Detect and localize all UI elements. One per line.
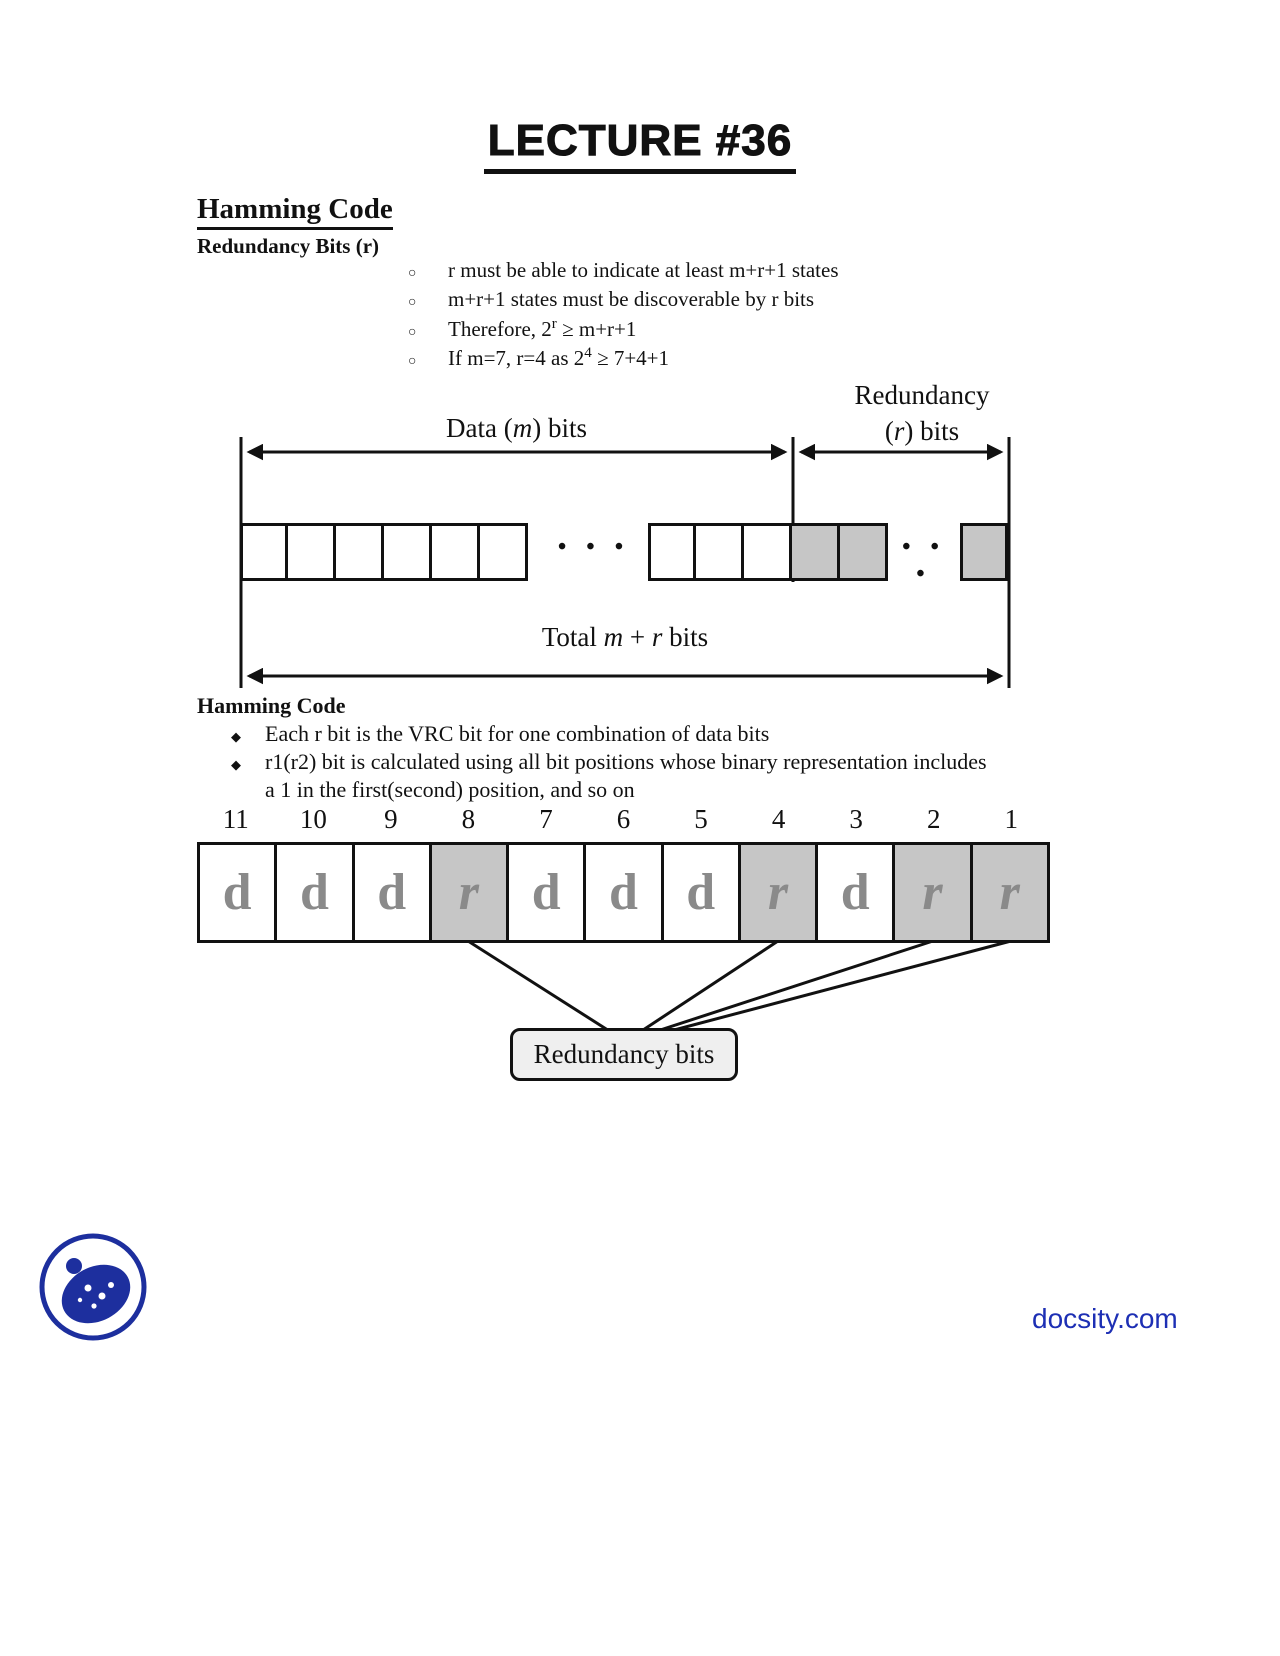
bit-cell-data	[664, 845, 741, 940]
list-item	[408, 345, 839, 374]
bit-box	[288, 523, 336, 581]
circle-bullet-icon: ○	[408, 295, 417, 310]
circle-bullet-icon: ○	[408, 325, 417, 340]
redundancy-bits-callout: Redundancy bits	[510, 1028, 738, 1081]
label-var-r: r	[651, 622, 663, 652]
label-mid: +	[623, 622, 652, 652]
bit-position: 7	[539, 804, 553, 834]
ellipsis: • • •	[557, 534, 631, 560]
redundancy-bits-label	[828, 377, 1016, 449]
bit-position: 11	[222, 804, 249, 834]
bit-box	[384, 523, 432, 581]
bit-position: 9	[384, 804, 398, 834]
bit-cell-data	[277, 845, 354, 940]
bit-cell-redundancy	[973, 845, 1047, 940]
redundancy-bit-box	[840, 523, 888, 581]
bit-letter: d	[299, 863, 329, 921]
bit-position-numbers	[197, 804, 1050, 835]
bit-letter: d	[609, 863, 638, 921]
bullet-text: r must be able to indicate at least m+r+1 states	[448, 258, 839, 282]
circle-bullet-icon: ○	[408, 354, 417, 369]
bit-position: 5	[694, 804, 708, 834]
bullet-superscript: 4	[584, 345, 592, 361]
list-item	[231, 721, 987, 749]
bit-letter: d	[222, 863, 252, 921]
bit-box	[240, 523, 288, 581]
bullet-text: r1(r2) bit is calculated using all bit positions whose binary representation includes	[265, 749, 987, 774]
redundancy-bullet-list	[408, 258, 839, 374]
list-item	[408, 316, 839, 345]
label-line1: Redundancy	[854, 380, 990, 410]
bullet-text-post: ≥ 7+4+1	[591, 346, 670, 370]
bit-letter: d	[377, 863, 407, 921]
bit-cell-data	[586, 845, 663, 940]
diamond-bullet-icon: ◆	[231, 757, 241, 772]
bullet-superscript: r	[551, 316, 557, 332]
bit-letter: r	[767, 863, 789, 921]
circle-bullet-icon: ○	[408, 266, 417, 281]
connector-r4	[637, 941, 778, 1034]
bullet-text: Each r bit is the VRC bit for one combination of data bits	[265, 721, 770, 746]
label-var: m	[512, 413, 533, 443]
data-and-redundancy-boxes	[648, 523, 888, 581]
bit-cell-data	[818, 845, 895, 940]
bit-letter: d	[531, 863, 561, 921]
data-bits-label	[240, 413, 793, 444]
data-bit-boxes-left	[240, 523, 528, 581]
bit-box	[696, 523, 744, 581]
bit-table	[197, 842, 1050, 943]
bullet-text: a 1 in the first(second) position, and so on	[265, 777, 635, 802]
hamming-bullet-list	[231, 721, 987, 805]
label-var: r	[893, 416, 905, 446]
label-pre: (	[884, 416, 894, 446]
bit-cell-redundancy	[895, 845, 972, 940]
redundancy-bit-box	[792, 523, 840, 581]
bit-letter: r	[922, 863, 943, 921]
redundancy-box-right	[960, 523, 1008, 581]
hamming-code-heading	[197, 193, 393, 230]
list-item	[408, 258, 839, 287]
diamond-bullet-icon: ◆	[231, 729, 241, 744]
bit-box	[432, 523, 480, 581]
bit-cell-redundancy	[741, 845, 818, 940]
bit-letter: r	[458, 863, 480, 921]
bullet-text-post: ≥ m+r+1	[556, 317, 637, 341]
redundancy-bit-box	[960, 523, 1008, 581]
label-pre: Total	[541, 622, 604, 652]
bit-position: 2	[926, 804, 941, 834]
bullet-text	[448, 316, 636, 342]
connector-r8	[468, 941, 614, 1034]
label-line2	[828, 413, 1016, 449]
hamming-code-heading-text: Hamming Code	[197, 193, 393, 230]
bullet-text	[448, 345, 669, 371]
bit-position: 3	[849, 804, 863, 834]
bit-box	[480, 523, 528, 581]
redundancy-bits-subheading: Redundancy Bits (r)	[197, 234, 380, 258]
bit-box	[648, 523, 696, 581]
bit-letter: r	[999, 863, 1020, 921]
bit-position: 6	[616, 804, 631, 834]
bit-cell-redundancy	[432, 845, 509, 940]
bullet-text: m+r+1 states must be discoverable by r bits	[448, 287, 815, 311]
bullet-text-pre: Therefore, 2	[448, 317, 552, 341]
bit-box	[744, 523, 792, 581]
bit-box	[336, 523, 384, 581]
list-item	[231, 749, 987, 777]
bit-position: 10	[299, 804, 327, 834]
bit-cell-data	[200, 845, 277, 940]
docsity-link[interactable]: docsity.com	[1032, 1303, 1178, 1334]
lecture-title-text: LECTURE #36	[484, 116, 796, 174]
label-post: bits	[662, 622, 709, 652]
lecture-title	[0, 116, 1280, 174]
label-pre: Data (	[446, 413, 513, 443]
connector-r2	[648, 941, 933, 1034]
ellipsis: • • •	[902, 534, 946, 587]
bit-letter: d	[840, 863, 870, 921]
bit-cell-data	[355, 845, 432, 940]
label-post: ) bits	[904, 416, 960, 446]
bit-position: 8	[461, 804, 476, 834]
connector-r1	[659, 941, 1011, 1034]
list-item-continuation	[231, 777, 987, 805]
bit-position: 1	[1004, 804, 1018, 834]
label-post: ) bits	[532, 413, 587, 443]
list-item	[408, 287, 839, 316]
bullet-text-pre: If m=7, r=4 as 2	[448, 346, 585, 370]
hamming-code-heading-2: Hamming Code	[197, 693, 346, 718]
docsity-logo	[36, 1230, 150, 1344]
bit-letter: d	[686, 863, 716, 921]
total-bits-label	[240, 622, 1010, 653]
bit-cell-data	[509, 845, 586, 940]
label-var-m: m	[603, 622, 624, 652]
bit-position: 4	[771, 804, 786, 834]
